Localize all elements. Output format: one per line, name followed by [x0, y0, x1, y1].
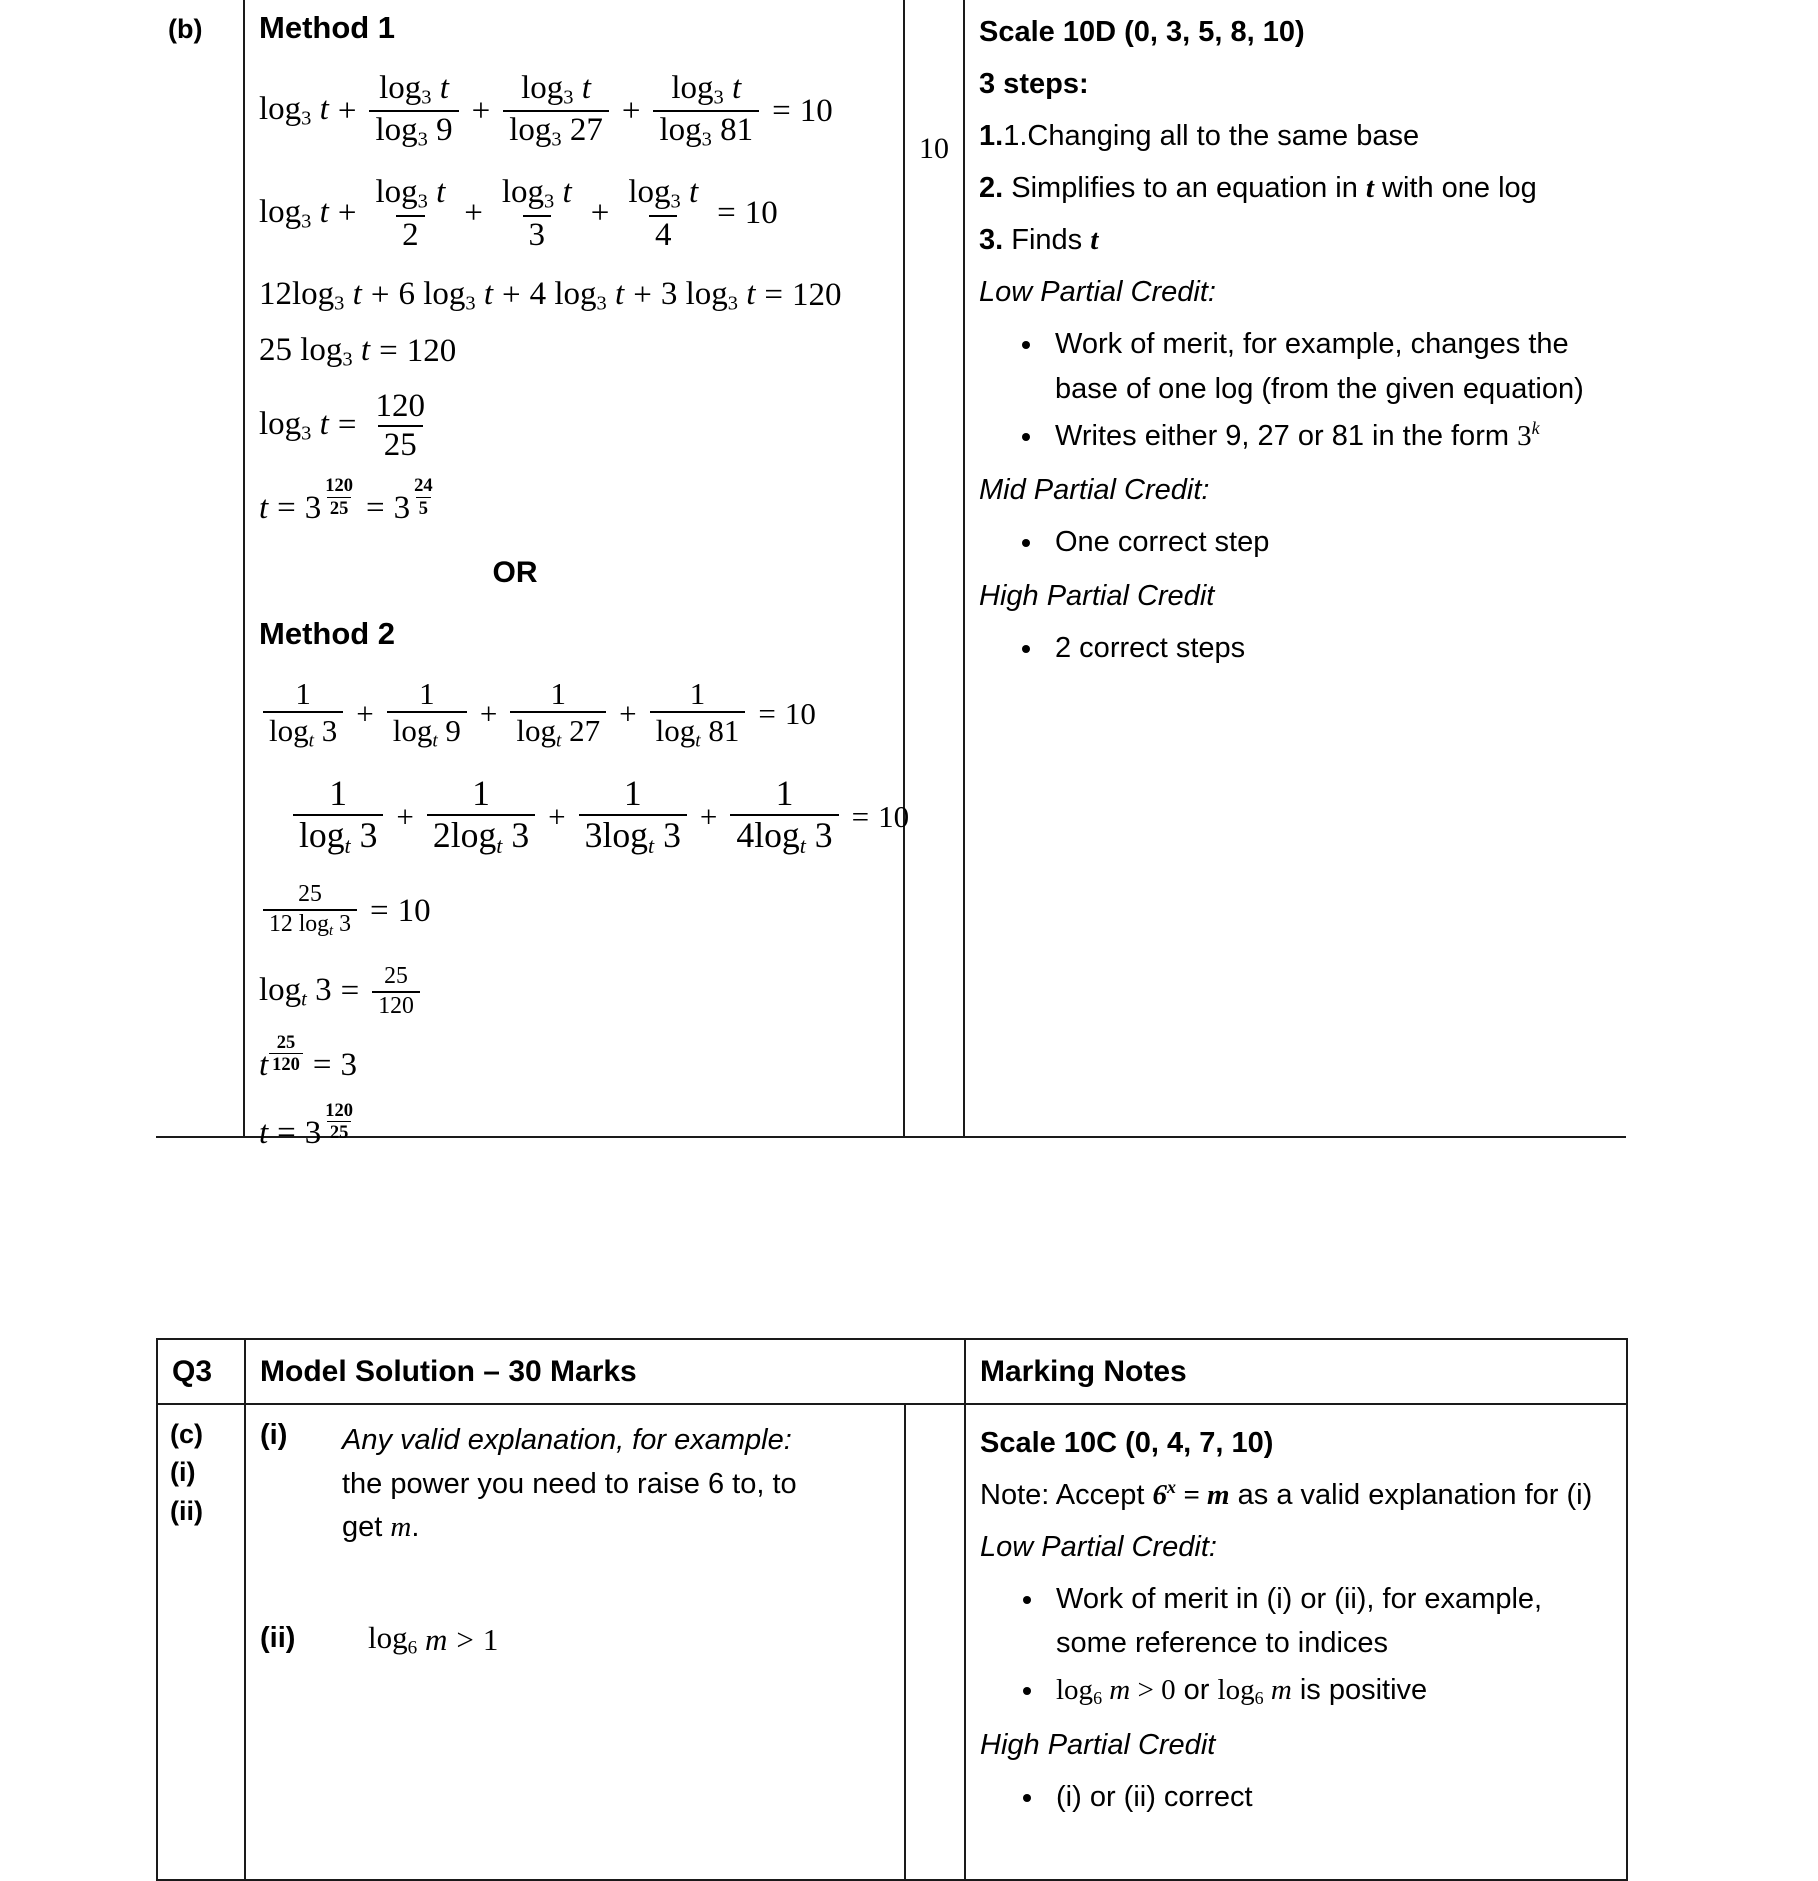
part-c-label-main: (c)	[170, 1419, 203, 1449]
part-c-scale-line: Scale 10C (0, 4, 7, 10)	[980, 1427, 1274, 1459]
step-3-number: 3.	[979, 224, 1004, 257]
part-c-notes-cell	[965, 1404, 1627, 1880]
equation-m1-6: t = 3 $\frac{120}{25}$ = 3 $\frac{24}{5}$	[259, 475, 433, 527]
item-ii-math: $\log_6$ m > 1	[368, 1619, 499, 1658]
list-item: • One correct step	[1045, 520, 1614, 564]
equation-m2-2: $\frac{1}{\log t 3}$ + $\frac{1}{2\log t 3}$ + $\frac{1}{3\log t 3}$ + $\frac{1}{4\log t 3}$ = 10	[259, 776, 891, 857]
scale-line: Scale 10D (0, 3, 5, 8, 10)	[979, 16, 1305, 48]
or-text: or	[1175, 1674, 1218, 1707]
part-c-model-solution-cell	[245, 1404, 905, 1880]
equation-m2-3: $\frac{25}{12 \log t 3}$ = 10	[259, 883, 891, 939]
table-header-row	[157, 1339, 1627, 1404]
step-3-text: Finds t	[1011, 224, 1099, 257]
part-c-item-i	[260, 1419, 892, 1550]
step-1-text: 1.Changing all to the same base	[1003, 120, 1420, 153]
equation-m1-1: $\log_3 t$ + $\frac{\log_3 t}{\log_3 9}$ + $\frac{\log_3 t}{\log_3 27}$ + $\frac{\log_3 t}{\log_3 81}$ = 10	[259, 70, 833, 151]
item-i-body	[342, 1419, 797, 1550]
or-separator: OR	[492, 555, 538, 589]
step-3	[979, 218, 1614, 262]
method-2-heading: Method 2	[259, 615, 396, 651]
model-solution-header-cell	[245, 1339, 965, 1404]
part-c-low-list	[980, 1577, 1614, 1713]
list-item: • Work of merit, for example, changes the base of one log (from the given equation)	[1045, 322, 1614, 410]
part-c-label-i: (i)	[170, 1457, 196, 1488]
equation-m2-1: $\frac{1}{\log t 3}$ + $\frac{1}{\log t 9}$ + $\frac{1}{\log t 27}$ + $\frac{1}{\log t 81}$ = 10	[259, 678, 891, 751]
part-c-marks-value	[906, 1405, 964, 1423]
table-row	[157, 1404, 1627, 1880]
question-number: Q3	[172, 1355, 213, 1388]
high-partial-credit-title: High Partial Credit	[979, 579, 1215, 612]
part-c-marks-cell	[905, 1404, 965, 1880]
model-solution-cell	[244, 0, 910, 1151]
part-b-label: (b)	[168, 14, 203, 44]
note-pre: Note: Accept	[980, 1479, 1153, 1512]
method-1-heading: Method 1	[259, 10, 396, 45]
list-item: • Writes either 9, 27 or 81 in the form 3$^k$	[1045, 414, 1614, 458]
item-i-line-2: the power you need to raise 6 to, to	[342, 1467, 797, 1500]
step-1	[979, 114, 1614, 158]
low-partial-credit-title: Low Partial Credit:	[979, 276, 1216, 309]
is-positive-text: is positive	[1291, 1674, 1428, 1707]
equation-m1-3: $12\log_3$ t + 6 $\log_3 t$ + 4 $\log_3 t$ + 3 $\log_3 t$ = 120	[259, 275, 842, 315]
part-c-label-cell	[157, 1404, 245, 1880]
note-post: as a valid explanation for (i)	[1229, 1479, 1593, 1512]
list-item: • (i) or (ii) correct	[1046, 1775, 1614, 1819]
list-item	[1046, 1668, 1614, 1712]
marks-cell	[904, 0, 964, 1137]
part-c-item-ii	[260, 1619, 892, 1658]
question-number-cell	[157, 1339, 245, 1404]
part-c-note-line	[980, 1473, 1614, 1517]
equation-m1-5: $\log_3 t$ = $\frac{120}{25}$	[259, 387, 425, 463]
three-to-k: 3$^k$	[1517, 417, 1540, 452]
table-row	[156, 0, 1626, 1137]
high-partial-credit-list	[979, 626, 1614, 670]
step-2-text: Simplifies to an equation in t with one log	[1011, 172, 1537, 205]
note-math-6x: $6^x = m$	[1152, 1476, 1230, 1512]
item-ii-number: (ii)	[260, 1621, 296, 1654]
marking-notes-cell	[964, 0, 1626, 1137]
step-3-var: t	[1090, 224, 1099, 257]
part-c-table	[156, 1338, 1628, 1881]
step-1-number: 1.	[979, 120, 1004, 153]
part-c-high-list	[980, 1775, 1614, 1819]
part-c-label-ii: (ii)	[170, 1495, 203, 1526]
step-2-pre: 2.	[979, 172, 1004, 205]
part-label-cell	[156, 0, 244, 1137]
part-c-low-title: Low Partial Credit:	[980, 1531, 1217, 1564]
item-i-line-1: Any valid explanation, for example:	[342, 1424, 792, 1456]
list-item: • 2 correct steps	[1045, 626, 1614, 670]
step-2	[979, 166, 1614, 210]
list-item: • Work of merit in (i) or (ii), for example, some reference to indices	[1046, 1577, 1614, 1665]
item-i-number: (i)	[260, 1419, 288, 1451]
item-i-line-3: get m.	[342, 1511, 420, 1543]
mid-partial-credit-title: Mid Partial Credit:	[979, 473, 1210, 506]
model-solution-header: Model Solution – 30 Marks	[260, 1355, 637, 1388]
equation-m2-6: t = 3 $\frac{120}{25}$	[259, 1099, 353, 1151]
marks-value: 10	[919, 132, 949, 165]
equation-m2-4: logt 3 = $\frac{25}{120}$	[259, 965, 891, 1019]
log6m: $\log_6 m$	[1217, 1674, 1292, 1709]
step-2-var: t	[1365, 172, 1374, 205]
mid-partial-credit-list	[979, 520, 1614, 564]
part-b-table	[156, 0, 1626, 1151]
variable-m: m	[390, 1511, 412, 1543]
part-c-high-title: High Partial Credit	[980, 1728, 1216, 1761]
equation-m1-2: $\log_3 t$ + $\frac{\log_3 t}{2}$ + $\frac{\log_3 t}{3}$ + $\frac{\log_3 t}{4}$ = 10	[259, 174, 778, 253]
marking-notes-header: Marking Notes	[980, 1355, 1187, 1388]
marking-notes-header-cell	[965, 1339, 1627, 1404]
log6m-gt-0: $\log_6 m > 0$	[1056, 1674, 1176, 1709]
equation-m2-5: t $\frac{25}{120}$ = 3	[259, 1031, 357, 1083]
low-partial-credit-list	[979, 322, 1614, 457]
equation-m1-4: 25 $\log_3 t$ = 120	[259, 331, 457, 371]
steps-header: 3 steps:	[979, 68, 1089, 101]
